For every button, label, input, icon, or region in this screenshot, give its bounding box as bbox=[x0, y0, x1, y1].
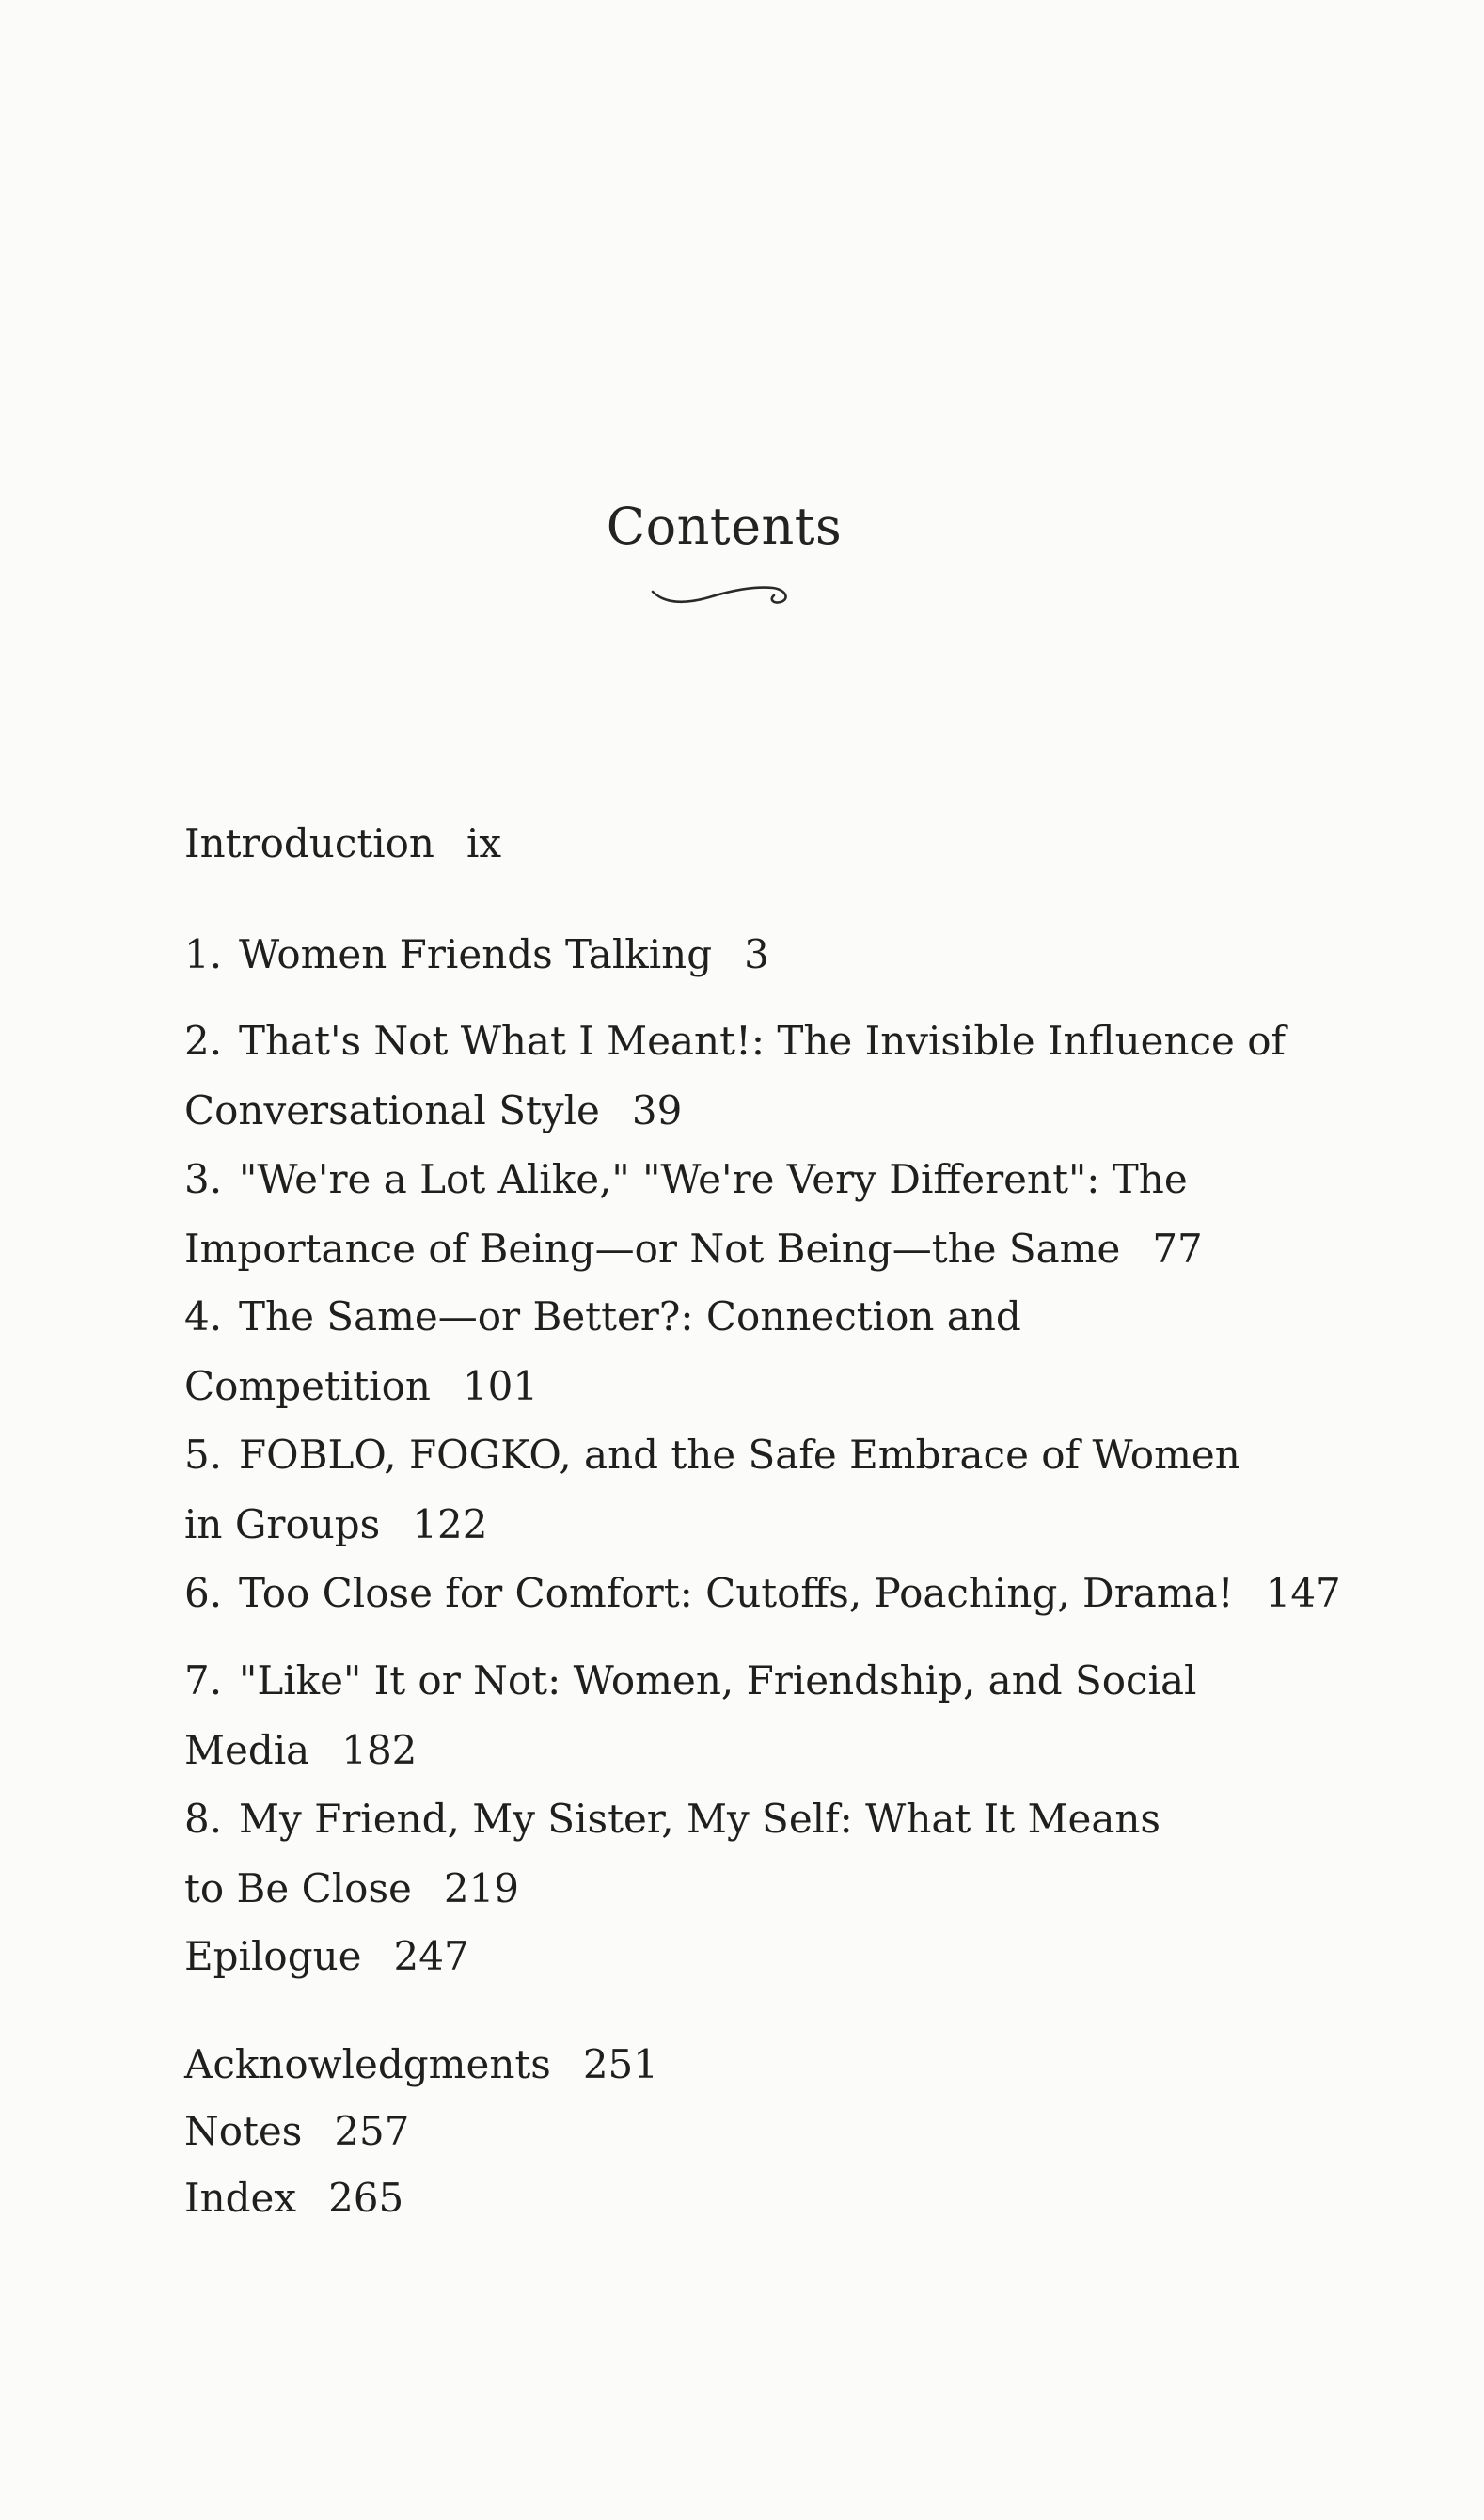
chapter-number: 5. bbox=[184, 1432, 223, 1478]
toc-entry bbox=[184, 1784, 1160, 1924]
toc-entry-line bbox=[184, 920, 769, 990]
toc-entry bbox=[184, 920, 769, 990]
toc-entry-title: Media bbox=[184, 1727, 310, 1773]
toc-entry-line bbox=[184, 2030, 658, 2100]
page-number: 247 bbox=[393, 1933, 469, 1979]
toc-entry-title: "Like" It or Not: Women, Friendship, and Social bbox=[239, 1657, 1197, 1704]
chapter-number: 8. bbox=[184, 1796, 223, 1842]
toc-entry bbox=[184, 2097, 410, 2166]
toc-entry-title: Epilogue bbox=[184, 1933, 362, 1979]
toc-entry-line bbox=[184, 1490, 1240, 1560]
chapter-number: 1. bbox=[184, 931, 223, 977]
toc-entry-title: Acknowledgments bbox=[184, 2041, 551, 2087]
toc-entry-line bbox=[184, 1352, 1021, 1421]
page-number: 219 bbox=[443, 1865, 520, 1911]
toc-entry-line bbox=[184, 1145, 1203, 1214]
toc-entry-line bbox=[184, 1006, 1286, 1076]
page-number: 257 bbox=[334, 2108, 410, 2154]
toc-entry-line bbox=[184, 1922, 469, 1991]
toc-entry-line bbox=[184, 1076, 1286, 1146]
toc-entry bbox=[184, 1559, 1341, 1628]
toc-entry bbox=[184, 2163, 403, 2233]
toc-entry-title: "We're a Lot Alike," "We're Very Different": The bbox=[239, 1156, 1188, 1202]
page-title: Contents bbox=[606, 497, 843, 556]
toc-entry-line bbox=[184, 1716, 1196, 1785]
toc-entry-title: Notes bbox=[184, 2108, 303, 2154]
toc-entry bbox=[184, 1145, 1203, 1284]
toc-entry-line bbox=[184, 2163, 403, 2233]
page-number: 101 bbox=[462, 1363, 539, 1409]
toc-entry-title: FOBLO, FOGKO, and the Safe Embrace of Women bbox=[239, 1432, 1240, 1478]
page-number: 147 bbox=[1265, 1570, 1341, 1616]
page-number: 265 bbox=[328, 2175, 404, 2221]
toc-entry-line bbox=[184, 1559, 1341, 1628]
chapter-number: 2. bbox=[184, 1018, 223, 1064]
toc-entry bbox=[184, 1922, 469, 1991]
toc-entry-title: Competition bbox=[184, 1363, 431, 1409]
page-number: 39 bbox=[631, 1087, 683, 1133]
toc-entry-title: Index bbox=[184, 2175, 297, 2221]
chapter-number: 4. bbox=[184, 1293, 223, 1339]
toc-entry-line bbox=[184, 1784, 1160, 1854]
toc-entry-title: Too Close for Comfort: Cutoffs, Poaching, Drama! bbox=[239, 1570, 1234, 1616]
toc-entry-title: in Groups bbox=[184, 1501, 381, 1547]
toc-entry bbox=[184, 2030, 658, 2100]
toc-entry-title: The Same—or Better?: Connection and bbox=[239, 1293, 1021, 1339]
toc-entry-title: My Friend, My Sister, My Self: What It Means bbox=[239, 1796, 1160, 1842]
page-number: 122 bbox=[412, 1501, 488, 1547]
page-number: 77 bbox=[1152, 1226, 1203, 1272]
page-number: 251 bbox=[582, 2041, 658, 2087]
toc-entry-line bbox=[184, 1214, 1203, 1284]
toc-entry-line bbox=[184, 1282, 1021, 1352]
toc-entry bbox=[184, 809, 501, 879]
toc-entry-line bbox=[184, 1854, 1160, 1924]
page-number: 182 bbox=[341, 1727, 418, 1773]
chapter-number: 3. bbox=[184, 1156, 223, 1202]
toc-entry-title: That's Not What I Meant!: The Invisible Influence of bbox=[239, 1018, 1287, 1064]
toc-entry bbox=[184, 1646, 1196, 1785]
toc-entry-line bbox=[184, 1420, 1240, 1490]
toc-entry-title: Introduction bbox=[184, 820, 434, 866]
flourish-ornament-icon bbox=[649, 578, 799, 616]
toc-entry bbox=[184, 1006, 1286, 1146]
chapter-number: 7. bbox=[184, 1657, 223, 1704]
toc-entry-line bbox=[184, 1646, 1196, 1716]
page-number: ix bbox=[466, 820, 502, 866]
toc-entry-title: Conversational Style bbox=[184, 1087, 600, 1133]
toc-entry-title: to Be Close bbox=[184, 1865, 412, 1911]
toc-entry-line bbox=[184, 809, 501, 879]
page-number: 3 bbox=[744, 931, 769, 977]
toc-entry-title: Women Friends Talking bbox=[239, 931, 713, 977]
toc-entry-line bbox=[184, 2097, 410, 2166]
toc-entry-title: Importance of Being—or Not Being—the Same bbox=[184, 1226, 1121, 1272]
toc-entry bbox=[184, 1420, 1240, 1560]
toc-entry bbox=[184, 1282, 1021, 1421]
chapter-number: 6. bbox=[184, 1570, 223, 1616]
